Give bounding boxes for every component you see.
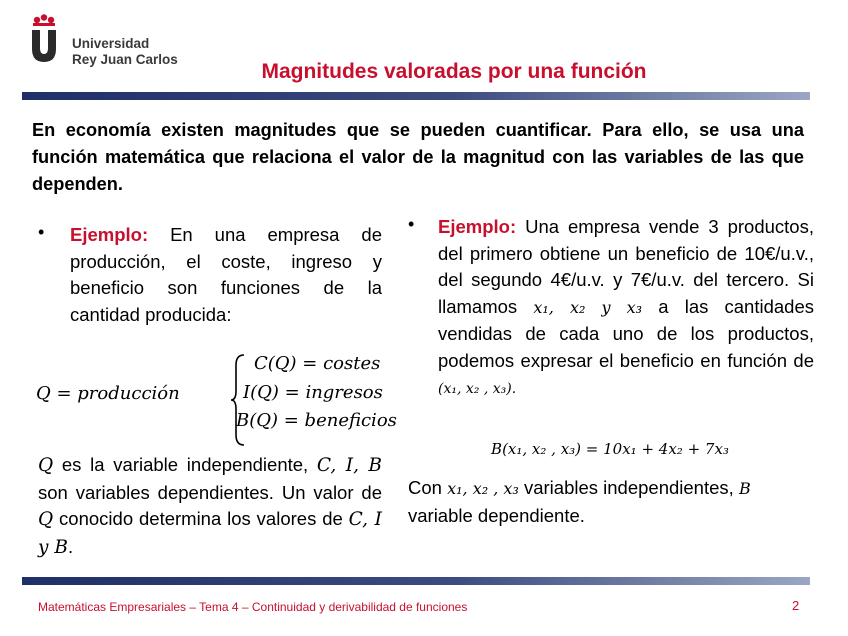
function-system [36,345,396,445]
left-explanation [38,452,382,561]
conclusion-text-3: variable dependiente. [408,504,585,526]
var-q: Q [38,455,54,476]
explanation-text-3: conocido determina los valores de [53,508,349,529]
left-example-text: En una empresa de producción, el coste, ingreso y beneficio son funciones de la cantidad producida: [70,224,382,325]
vars-cib: C, I, B [316,455,383,476]
intro-paragraph: En economía existen magnitudes que se pueden cuantificar. Para ello, se usa una función matemática que relaciona el valor de la magnitud con las variables de las que dependen. [32,120,804,194]
top-divider-bar [22,92,810,100]
vars-ciyb: C, I y B [38,509,382,558]
explanation-text-2: son variables dependientes. Un valor de [38,481,382,503]
system-line-cost: C(Q) = costes [254,353,381,374]
explanation-text-1: es la variable independiente, [53,454,317,475]
right-example-text-2: a las cantidades vendidas de cada uno de los productos, podemos expresar el beneficio en función de [438,295,814,371]
left-bullet: • [38,222,45,242]
right-bullet: • [408,214,415,234]
system-line-income: I(Q) = ingresos [243,382,383,403]
var-b: B [738,479,751,498]
vars-x123-2: x₁, x₂ , x₃ [447,479,519,498]
left-example-label: Ejemplo: [70,224,149,245]
tuple-x123: (x₁, x₂ , x₃). [438,381,517,397]
logo-line-2: Rey Juan Carlos [72,52,178,67]
explanation-end: . [67,535,74,557]
right-example-label: Ejemplo: [438,216,517,237]
system-line-profit: B(Q) = beneficios [236,410,397,431]
bottom-divider-bar [22,577,810,585]
right-conclusion [408,475,814,529]
slide-title: Magnitudes valoradas por una función [261,60,647,83]
left-example [70,222,382,328]
footer-text: Matemáticas Empresariales – Tema 4 – Continuidad y derivabilidad de funciones [38,600,468,614]
profit-formula: B(x₁, x₂ , x₃) = 10x₁ + 4x₂ + 7x₃ [491,440,729,458]
system-lhs: Q = producción [36,383,180,404]
right-example [438,214,814,403]
page-number: 2 [792,598,800,613]
right-example-text-1: Una empresa vende 3 productos, del primero obtiene un beneficio de 10€/u.v., del segundo 4€/u.v. y 7€/u.v. del tercero. Si llamamos [438,216,814,317]
var-q-2: Q [38,509,54,530]
conclusion-text-1: Con [408,477,448,498]
logo-line-1: Universidad [72,36,150,51]
vars-x123: x₁, x₂ y x₃ [533,297,643,317]
conclusion-text-2: variables independientes, [518,477,739,498]
